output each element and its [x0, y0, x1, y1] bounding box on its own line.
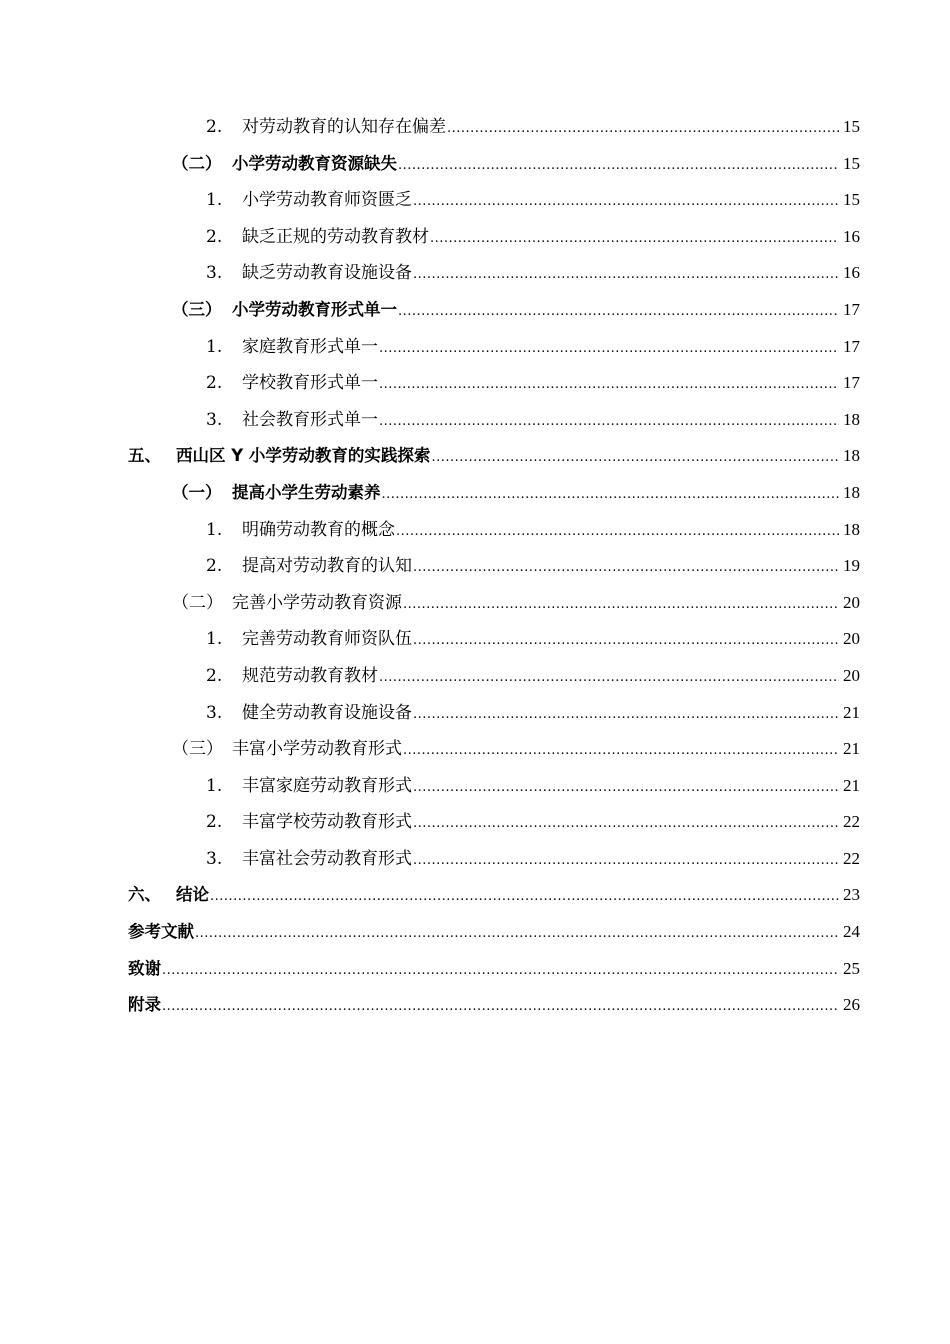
toc-entry-number: 3.	[206, 409, 223, 430]
toc-entry-title: 致谢	[128, 958, 161, 978]
toc-dot-leader	[413, 806, 839, 843]
toc-entry[interactable]	[128, 109, 860, 146]
toc-entry[interactable]	[128, 438, 860, 475]
toc-entry[interactable]	[128, 329, 860, 366]
toc-dot-leader	[413, 843, 839, 880]
toc-dot-leader	[430, 221, 839, 258]
toc-entry[interactable]	[128, 182, 860, 219]
toc-page-number: 18	[843, 482, 860, 502]
toc-dot-leader	[396, 514, 839, 551]
toc-dot-leader	[413, 550, 839, 587]
toc-dot-leader	[413, 623, 839, 660]
toc-page-number: 21	[843, 702, 860, 722]
toc-entry-title: 丰富社会劳动教育形式	[242, 848, 412, 869]
toc-page-number: 22	[843, 812, 860, 832]
toc-page-number: 21	[843, 739, 860, 759]
toc-dot-leader	[413, 697, 839, 734]
toc-page-number: 18	[843, 409, 860, 429]
toc-entry[interactable]	[128, 402, 860, 439]
toc-dot-leader	[379, 367, 839, 404]
toc-entry-number: （二）	[172, 153, 222, 173]
toc-dot-leader	[413, 184, 839, 221]
toc-entry-title: 完善劳动教育师资队伍	[242, 629, 412, 650]
toc-page-number: 15	[843, 153, 860, 173]
toc-entry-number: 2.	[206, 665, 223, 686]
toc-entry-number: 1.	[206, 336, 223, 357]
toc-page-number: 17	[843, 299, 860, 319]
toc-page-number: 25	[843, 958, 860, 978]
toc-page-number: 17	[843, 336, 860, 356]
toc-entry[interactable]	[128, 914, 860, 951]
toc-dot-leader	[413, 770, 839, 807]
toc-dot-leader	[210, 879, 839, 916]
toc-dot-leader	[162, 989, 839, 1026]
toc-entry-number: 2.	[206, 556, 223, 577]
toc-dot-leader	[398, 148, 839, 185]
toc-entry[interactable]	[128, 621, 860, 658]
toc-entry[interactable]	[128, 475, 860, 512]
toc-entry[interactable]	[128, 695, 860, 732]
toc-entry[interactable]	[128, 877, 860, 914]
toc-entry-title: 提高对劳动教育的认知	[242, 556, 412, 577]
toc-entry-number: （三）	[172, 299, 222, 319]
toc-dot-leader	[431, 440, 839, 477]
toc-entry-number: 五、	[128, 446, 161, 466]
toc-entry[interactable]	[128, 292, 860, 329]
toc-dot-leader	[379, 660, 839, 697]
toc-entry-number: 2.	[206, 117, 223, 137]
toc-page-number: 20	[843, 665, 860, 685]
toc-entry[interactable]	[128, 731, 860, 768]
toc-page-number: 18	[843, 446, 860, 466]
toc-dot-leader	[379, 404, 839, 441]
table-of-contents	[128, 109, 860, 1024]
toc-entry-title: 缺乏正规的劳动教育教材	[242, 226, 429, 247]
toc-entry-title: 小学劳动教育师资匮乏	[242, 190, 412, 211]
toc-entry-number: 1.	[206, 775, 223, 796]
toc-entry-number: （一）	[172, 482, 222, 502]
toc-entry-title: 社会教育形式单一	[242, 409, 378, 430]
toc-entry-title: 西山区 Y 小学劳动教育的实践探索	[176, 446, 431, 466]
toc-entry-title: 参考文献	[128, 922, 194, 942]
toc-entry-title: 丰富家庭劳动教育形式	[242, 775, 412, 796]
toc-dot-leader	[398, 294, 839, 331]
toc-entry-number: 3.	[206, 848, 223, 869]
toc-entry-number: 1.	[206, 629, 223, 650]
toc-entry-number: 3.	[206, 702, 223, 723]
toc-entry[interactable]	[128, 841, 860, 878]
toc-page-number: 17	[843, 373, 860, 393]
toc-entry-number: 2.	[206, 226, 223, 247]
toc-dot-leader	[382, 477, 840, 514]
toc-dot-leader	[447, 111, 839, 148]
toc-entry[interactable]	[128, 585, 860, 622]
toc-entry-title: 明确劳动教育的概念	[242, 519, 395, 540]
toc-entry-title: 小学劳动教育资源缺失	[232, 153, 397, 173]
toc-dot-leader	[413, 257, 839, 294]
toc-entry-number: 1.	[206, 190, 223, 211]
toc-entry-title: 对劳动教育的认知存在偏差	[242, 117, 446, 137]
toc-entry-title: 小学劳动教育形式单一	[232, 299, 397, 319]
toc-page-number: 21	[843, 775, 860, 795]
toc-page-number: 18	[843, 519, 860, 539]
toc-page-number: 15	[843, 117, 860, 136]
toc-entry[interactable]	[128, 658, 860, 695]
toc-entry-title: 丰富学校劳动教育形式	[242, 812, 412, 833]
toc-entry[interactable]	[128, 548, 860, 585]
toc-page-number: 22	[843, 848, 860, 868]
toc-entry[interactable]	[128, 146, 860, 183]
toc-entry-number: 1.	[206, 519, 223, 540]
toc-page-number: 19	[843, 556, 860, 576]
toc-dot-leader	[379, 331, 839, 368]
toc-entry[interactable]	[128, 512, 860, 549]
toc-page-number: 16	[843, 226, 860, 246]
toc-page-number: 20	[843, 629, 860, 649]
toc-entry[interactable]	[128, 365, 860, 402]
toc-entry-number: （三）	[172, 739, 223, 760]
toc-page-number: 20	[843, 592, 860, 612]
toc-entry[interactable]	[128, 804, 860, 841]
toc-entry-number: （二）	[172, 592, 223, 613]
toc-entry-title: 完善小学劳动教育资源	[232, 592, 402, 613]
toc-entry[interactable]	[128, 255, 860, 292]
toc-page-number: 16	[843, 263, 860, 283]
toc-entry-title: 丰富小学劳动教育形式	[232, 739, 402, 760]
toc-entry[interactable]	[128, 768, 860, 805]
toc-dot-leader	[195, 916, 839, 953]
toc-entry-title: 提高小学生劳动素养	[232, 482, 381, 502]
toc-entry-number: 2.	[206, 373, 223, 394]
toc-entry[interactable]	[128, 987, 860, 1024]
toc-entry[interactable]	[128, 951, 860, 988]
toc-page-number: 15	[843, 190, 860, 210]
toc-entry-title: 结论	[176, 885, 209, 905]
toc-entry-number: 六、	[128, 885, 161, 905]
toc-page-number: 24	[843, 922, 860, 942]
toc-entry-title: 缺乏劳动教育设施设备	[242, 263, 412, 284]
toc-dot-leader	[403, 587, 839, 624]
toc-entry-title: 家庭教育形式单一	[242, 336, 378, 357]
toc-entry[interactable]	[128, 219, 860, 256]
toc-dot-leader	[403, 733, 839, 770]
toc-page-number: 23	[843, 885, 860, 905]
toc-entry-title: 健全劳动教育设施设备	[242, 702, 412, 723]
toc-entry-title: 附录	[128, 995, 161, 1015]
toc-entry-title: 学校教育形式单一	[242, 373, 378, 394]
toc-dot-leader	[162, 953, 839, 990]
toc-page-number: 26	[843, 995, 860, 1015]
toc-entry-title: 规范劳动教育教材	[242, 665, 378, 686]
toc-entry-number: 2.	[206, 812, 223, 833]
toc-entry-number: 3.	[206, 263, 223, 284]
